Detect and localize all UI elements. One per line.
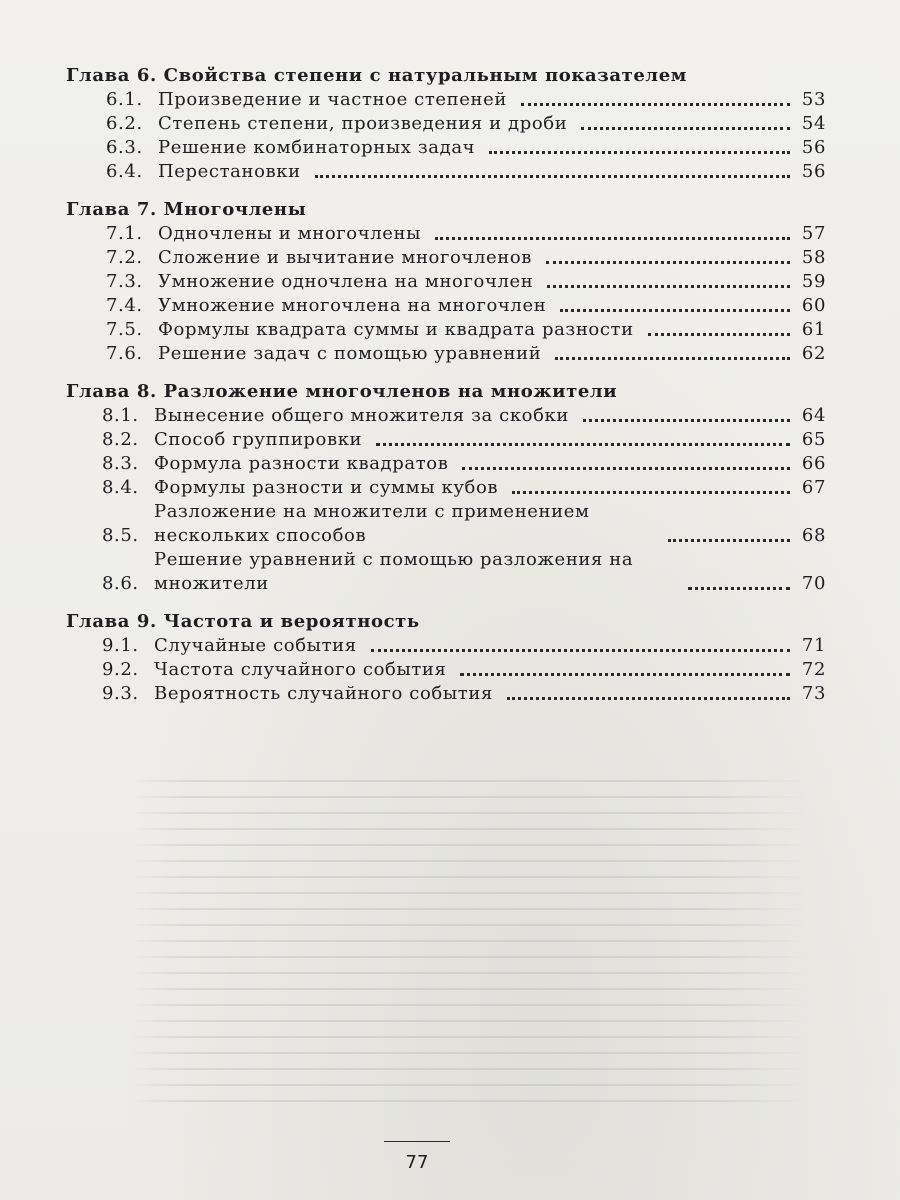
section-page: 65: [801, 429, 826, 450]
dot-leader: [507, 697, 790, 700]
toc-entry: [66, 404, 826, 428]
section-title: Вероятность случайного события: [154, 683, 493, 704]
chapter-6: [66, 64, 826, 184]
section-title: Умножение многочлена на многочлен: [158, 295, 547, 316]
toc-entry: [66, 88, 826, 112]
section-title: Способ группировки: [154, 429, 363, 450]
dot-leader: [648, 333, 790, 336]
dot-leader: [560, 309, 790, 312]
section-title: Решение комбинаторных задач: [158, 137, 476, 158]
dot-leader: [668, 539, 790, 542]
dot-leader: [435, 237, 790, 240]
section-number: 8.2.: [102, 429, 139, 450]
section-title: Произведение и частное степеней: [158, 89, 507, 110]
toc-entry: [66, 682, 826, 706]
section-number: 8.3.: [102, 453, 139, 474]
toc-entry: [66, 222, 826, 246]
toc-entry: [66, 500, 826, 548]
toc-entry: [66, 318, 826, 342]
toc-entry: [66, 136, 826, 160]
section-number: 6.3.: [106, 137, 143, 158]
section-page: 54: [801, 113, 826, 134]
chapter-title: Глава 7. Многочлены: [66, 199, 307, 220]
dot-leader: [583, 419, 790, 422]
section-title: Решение уравнений с помощью разложения на множители: [154, 549, 634, 594]
section-title: Степень степени, произведения и дроби: [158, 113, 568, 134]
toc-entry: [66, 246, 826, 270]
chapter-title: Глава 9. Частота и вероятность: [66, 611, 420, 632]
section-number: 7.5.: [106, 319, 143, 340]
table-of-contents: [66, 64, 826, 720]
section-title: Решение задач с помощью уравнений: [158, 343, 542, 364]
section-number: 8.6.: [102, 573, 139, 594]
toc-entry: [66, 428, 826, 452]
toc-entry: [66, 160, 826, 184]
section-number: 7.6.: [106, 343, 143, 364]
section-title: Формулы разности и суммы кубов: [154, 477, 499, 498]
section-page: 67: [801, 477, 826, 498]
dot-leader: [521, 103, 790, 106]
section-page: 59: [801, 271, 826, 292]
section-number: 8.1.: [102, 405, 139, 426]
section-number: 8.5.: [102, 525, 139, 546]
toc-entry: [66, 270, 826, 294]
section-title: Перестановки: [158, 161, 301, 182]
section-number: 7.2.: [106, 247, 143, 268]
dot-leader: [489, 151, 790, 154]
chapter-title: Глава 6. Свойства степени с натуральным показателем: [66, 65, 687, 86]
section-page: 68: [801, 525, 826, 546]
section-number: 9.1.: [102, 635, 139, 656]
section-page: 71: [801, 635, 826, 656]
section-page: 72: [801, 659, 826, 680]
section-number: 9.3.: [102, 683, 139, 704]
section-title: Сложение и вычитание многочленов: [158, 247, 533, 268]
section-page: 58: [801, 247, 826, 268]
chapter-9: [66, 610, 826, 706]
dot-leader: [512, 491, 790, 494]
bleed-through-texture: [130, 780, 810, 1110]
section-title: Формулы квадрата суммы и квадрата разности: [158, 319, 634, 340]
dot-leader: [555, 357, 790, 360]
section-title: Случайные события: [154, 635, 357, 656]
section-title: Одночлены и многочлены: [158, 223, 422, 244]
section-page: 61: [801, 319, 826, 340]
toc-entry: [66, 452, 826, 476]
section-page: 64: [801, 405, 826, 426]
section-title: Умножение одночлена на многочлен: [158, 271, 534, 292]
section-page: 70: [801, 573, 826, 594]
dot-leader: [581, 127, 790, 130]
section-number: 6.2.: [106, 113, 143, 134]
section-title: Частота случайного события: [154, 659, 447, 680]
dot-leader: [460, 673, 790, 676]
section-title: Формула разности квадратов: [154, 453, 449, 474]
section-page: 60: [801, 295, 826, 316]
section-page: 66: [801, 453, 826, 474]
section-page: 53: [801, 89, 826, 110]
section-page: 56: [801, 137, 826, 158]
dot-leader: [315, 175, 790, 178]
toc-entry: [66, 658, 826, 682]
chapter-title: Глава 8. Разложение многочленов на множители: [66, 381, 618, 402]
section-number: 6.1.: [106, 89, 143, 110]
section-page: 62: [801, 343, 826, 364]
section-page: 56: [801, 161, 826, 182]
section-title: Вынесение общего множителя за скобки: [154, 405, 569, 426]
section-number: 9.2.: [102, 659, 139, 680]
toc-entry: [66, 476, 826, 500]
chapter-7: [66, 198, 826, 366]
toc-entry: [66, 294, 826, 318]
section-number: 7.4.: [106, 295, 143, 316]
dot-leader: [462, 467, 790, 470]
footer-rule: [384, 1141, 450, 1142]
dot-leader: [546, 261, 790, 264]
section-title: Разложение на множители с применением нескольких способов: [154, 501, 590, 546]
dot-leader: [547, 285, 790, 288]
section-number: 7.3.: [106, 271, 143, 292]
dot-leader: [376, 443, 790, 446]
dot-leader: [688, 587, 790, 590]
section-page: 57: [801, 223, 826, 244]
toc-entry: [66, 342, 826, 366]
dot-leader: [371, 649, 790, 652]
toc-entry: [66, 634, 826, 658]
section-number: 7.1.: [106, 223, 143, 244]
section-number: 8.4.: [102, 477, 139, 498]
chapter-8: [66, 380, 826, 596]
section-number: 6.4.: [106, 161, 143, 182]
toc-entry: [66, 548, 826, 596]
section-page: 73: [801, 683, 826, 704]
toc-entry: [66, 112, 826, 136]
page-number: 77: [405, 1152, 429, 1173]
